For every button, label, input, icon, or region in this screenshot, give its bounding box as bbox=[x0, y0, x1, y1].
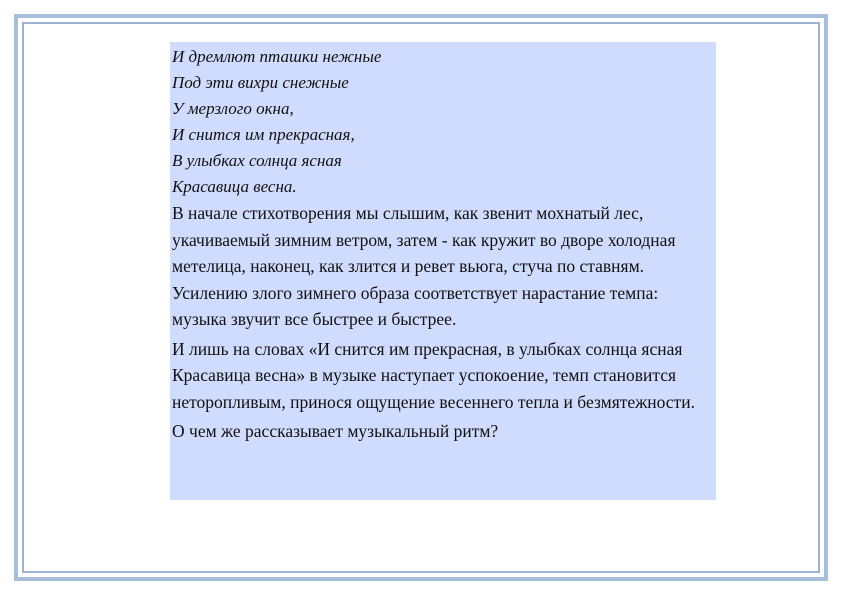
poem-line: Красавица весна. bbox=[172, 177, 297, 196]
poem-line: И снится им прекрасная, bbox=[172, 125, 355, 144]
poem-stanza bbox=[172, 44, 716, 200]
poem-line: У мерзлого окна, bbox=[172, 99, 294, 118]
poem-line: И дремлют пташки нежные bbox=[172, 47, 382, 66]
paragraph-question: О чем же рассказывает музыкальный ритм? bbox=[172, 421, 499, 441]
paragraph-calm: И лишь на словах «И снится им прекрасная, в улыбках солнца ясная Красавица весна» в музыке наступает успокоение, темп становится неторопливым, принося ощущение весеннего тепла и безмятежности. bbox=[172, 338, 695, 412]
text-box bbox=[170, 42, 716, 500]
paragraph-intro: В начале стихотворения мы слышим, как звенит мохнатый лес, укачиваемый зимним ветром, затем - как кружит во дворе холодная метелица, наконец, как злится и ревет вьюга, стуча по ставням. Усилению злого зимнего образа соответствует нарастание темпа: музыка звучит все быстрее и быстрее. bbox=[172, 203, 676, 329]
poem-line: Под эти вихри снежные bbox=[172, 73, 349, 92]
poem-line: В улыбках солнца ясная bbox=[172, 151, 342, 170]
